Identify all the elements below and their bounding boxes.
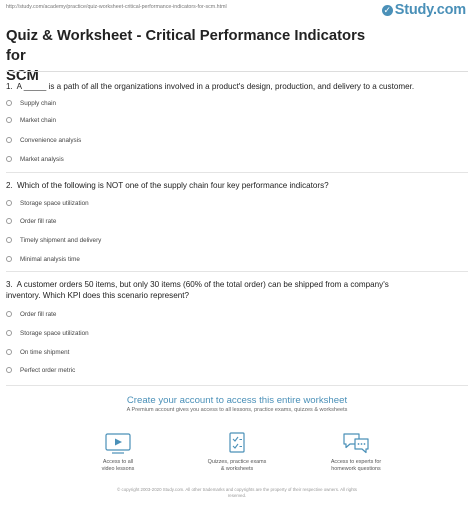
feature-quiz-worksheets	[197, 431, 277, 473]
option-label: Convenience analysis	[20, 136, 82, 144]
cta-title[interactable]: Create your account to access this entire worksheet	[126, 395, 348, 406]
study-logo[interactable]	[382, 1, 466, 19]
question-2-option-2[interactable]	[6, 215, 56, 227]
option-label: Order fill rate	[20, 217, 57, 225]
question-3-option-2[interactable]	[6, 327, 89, 339]
top-bar	[0, 0, 474, 22]
radio-button[interactable]	[6, 237, 12, 243]
option-label: Minimal analysis time	[20, 255, 80, 263]
question-text-line1: A customer orders 50 items, but only 30 items (60% of the total order) can be shipped from a company's	[16, 280, 389, 289]
copyright-line2: reserved.	[227, 493, 247, 498]
question-text: Which of the following is NOT one of the supply chain four key performance indicators?	[17, 181, 329, 190]
question-text-line2: inventory. Which KPI does this scenario represent?	[6, 291, 189, 300]
radio-button[interactable]	[6, 367, 12, 373]
feature-label-line2: video lessons	[101, 466, 135, 472]
feature-label-line1: Access to experts for	[330, 459, 382, 465]
option-label: Supply chain	[20, 99, 57, 107]
question-divider	[6, 172, 468, 173]
radio-button[interactable]	[6, 349, 12, 355]
radio-button[interactable]	[6, 117, 12, 123]
feature-label-line1: Access to all	[102, 459, 134, 465]
expert-chat-icon	[341, 431, 371, 455]
study-logo-icon: ✓	[383, 4, 392, 15]
radio-button[interactable]	[6, 137, 12, 143]
option-label: Storage space utilization	[20, 329, 89, 337]
question-3-option-3[interactable]	[6, 346, 69, 358]
logo-text: Study.com	[394, 2, 466, 18]
feature-label-line2: & worksheets	[220, 466, 254, 472]
radio-button[interactable]	[6, 218, 12, 224]
feature-label	[316, 459, 396, 473]
copyright-footer	[0, 487, 474, 499]
option-label: Market analysis	[20, 155, 64, 163]
page-url[interactable]: http://study.com/academy/practice/quiz-worksheet-critical-performance-indicators-for-scm.html	[6, 4, 227, 10]
question-number: 1.	[6, 82, 13, 91]
question-3-option-4[interactable]	[6, 364, 75, 376]
question-1-option-2[interactable]	[6, 114, 56, 126]
option-label: Timely shipment and delivery	[20, 236, 102, 244]
radio-button[interactable]	[6, 156, 12, 162]
page-title	[6, 26, 386, 86]
question-3-option-1[interactable]	[6, 308, 56, 320]
radio-button[interactable]	[6, 256, 12, 262]
option-label: Storage space utilization	[20, 199, 89, 207]
feature-label	[197, 459, 277, 473]
question-text: A _____ is a path of all the organizations involved in a product's design, production, and delivery to a customer.	[16, 82, 415, 91]
feature-label-line1: Quizzes, practice exams	[207, 459, 267, 465]
question-3	[6, 279, 468, 301]
option-label: On time shipment	[20, 348, 70, 356]
title-divider	[6, 71, 468, 72]
question-2-option-3[interactable]	[6, 234, 101, 246]
radio-button[interactable]	[6, 330, 12, 336]
question-2	[6, 180, 468, 191]
radio-button[interactable]	[6, 100, 12, 106]
question-1-option-1[interactable]	[6, 97, 56, 109]
question-1	[6, 81, 468, 92]
option-label: Perfect order metric	[20, 366, 76, 374]
section-divider	[6, 385, 468, 386]
premium-cta	[0, 394, 474, 486]
question-number: 2.	[6, 181, 13, 190]
option-label: Order fill rate	[20, 310, 57, 318]
question-number: 3.	[6, 280, 13, 289]
option-label: Market chain	[20, 116, 57, 124]
quiz-worksheets-icon	[222, 431, 252, 455]
page-title-line2: SCM	[6, 68, 39, 84]
radio-button[interactable]	[6, 200, 12, 206]
feature-label	[78, 459, 158, 473]
radio-button[interactable]	[6, 311, 12, 317]
copyright-line1: © copyright 2003-2020 Study.com. All other trademarks and copyrights are the property of their respective owners. All rights	[117, 487, 357, 492]
question-divider	[6, 271, 468, 272]
feature-expert-help	[316, 431, 396, 473]
cta-subtitle: A Premium account gives you access to all lessons, practice exams, quizzes & worksheets	[126, 407, 348, 413]
question-2-option-1[interactable]	[6, 197, 89, 209]
question-1-option-4[interactable]	[6, 153, 64, 165]
feature-label-line2: homework questions	[331, 466, 381, 472]
feature-video-lessons	[78, 431, 158, 473]
question-1-option-3[interactable]	[6, 134, 81, 146]
page-title-line1: Quiz & Worksheet - Critical Performance Indicators for	[6, 28, 366, 64]
video-lessons-icon	[103, 431, 133, 455]
question-2-option-4[interactable]	[6, 253, 80, 265]
